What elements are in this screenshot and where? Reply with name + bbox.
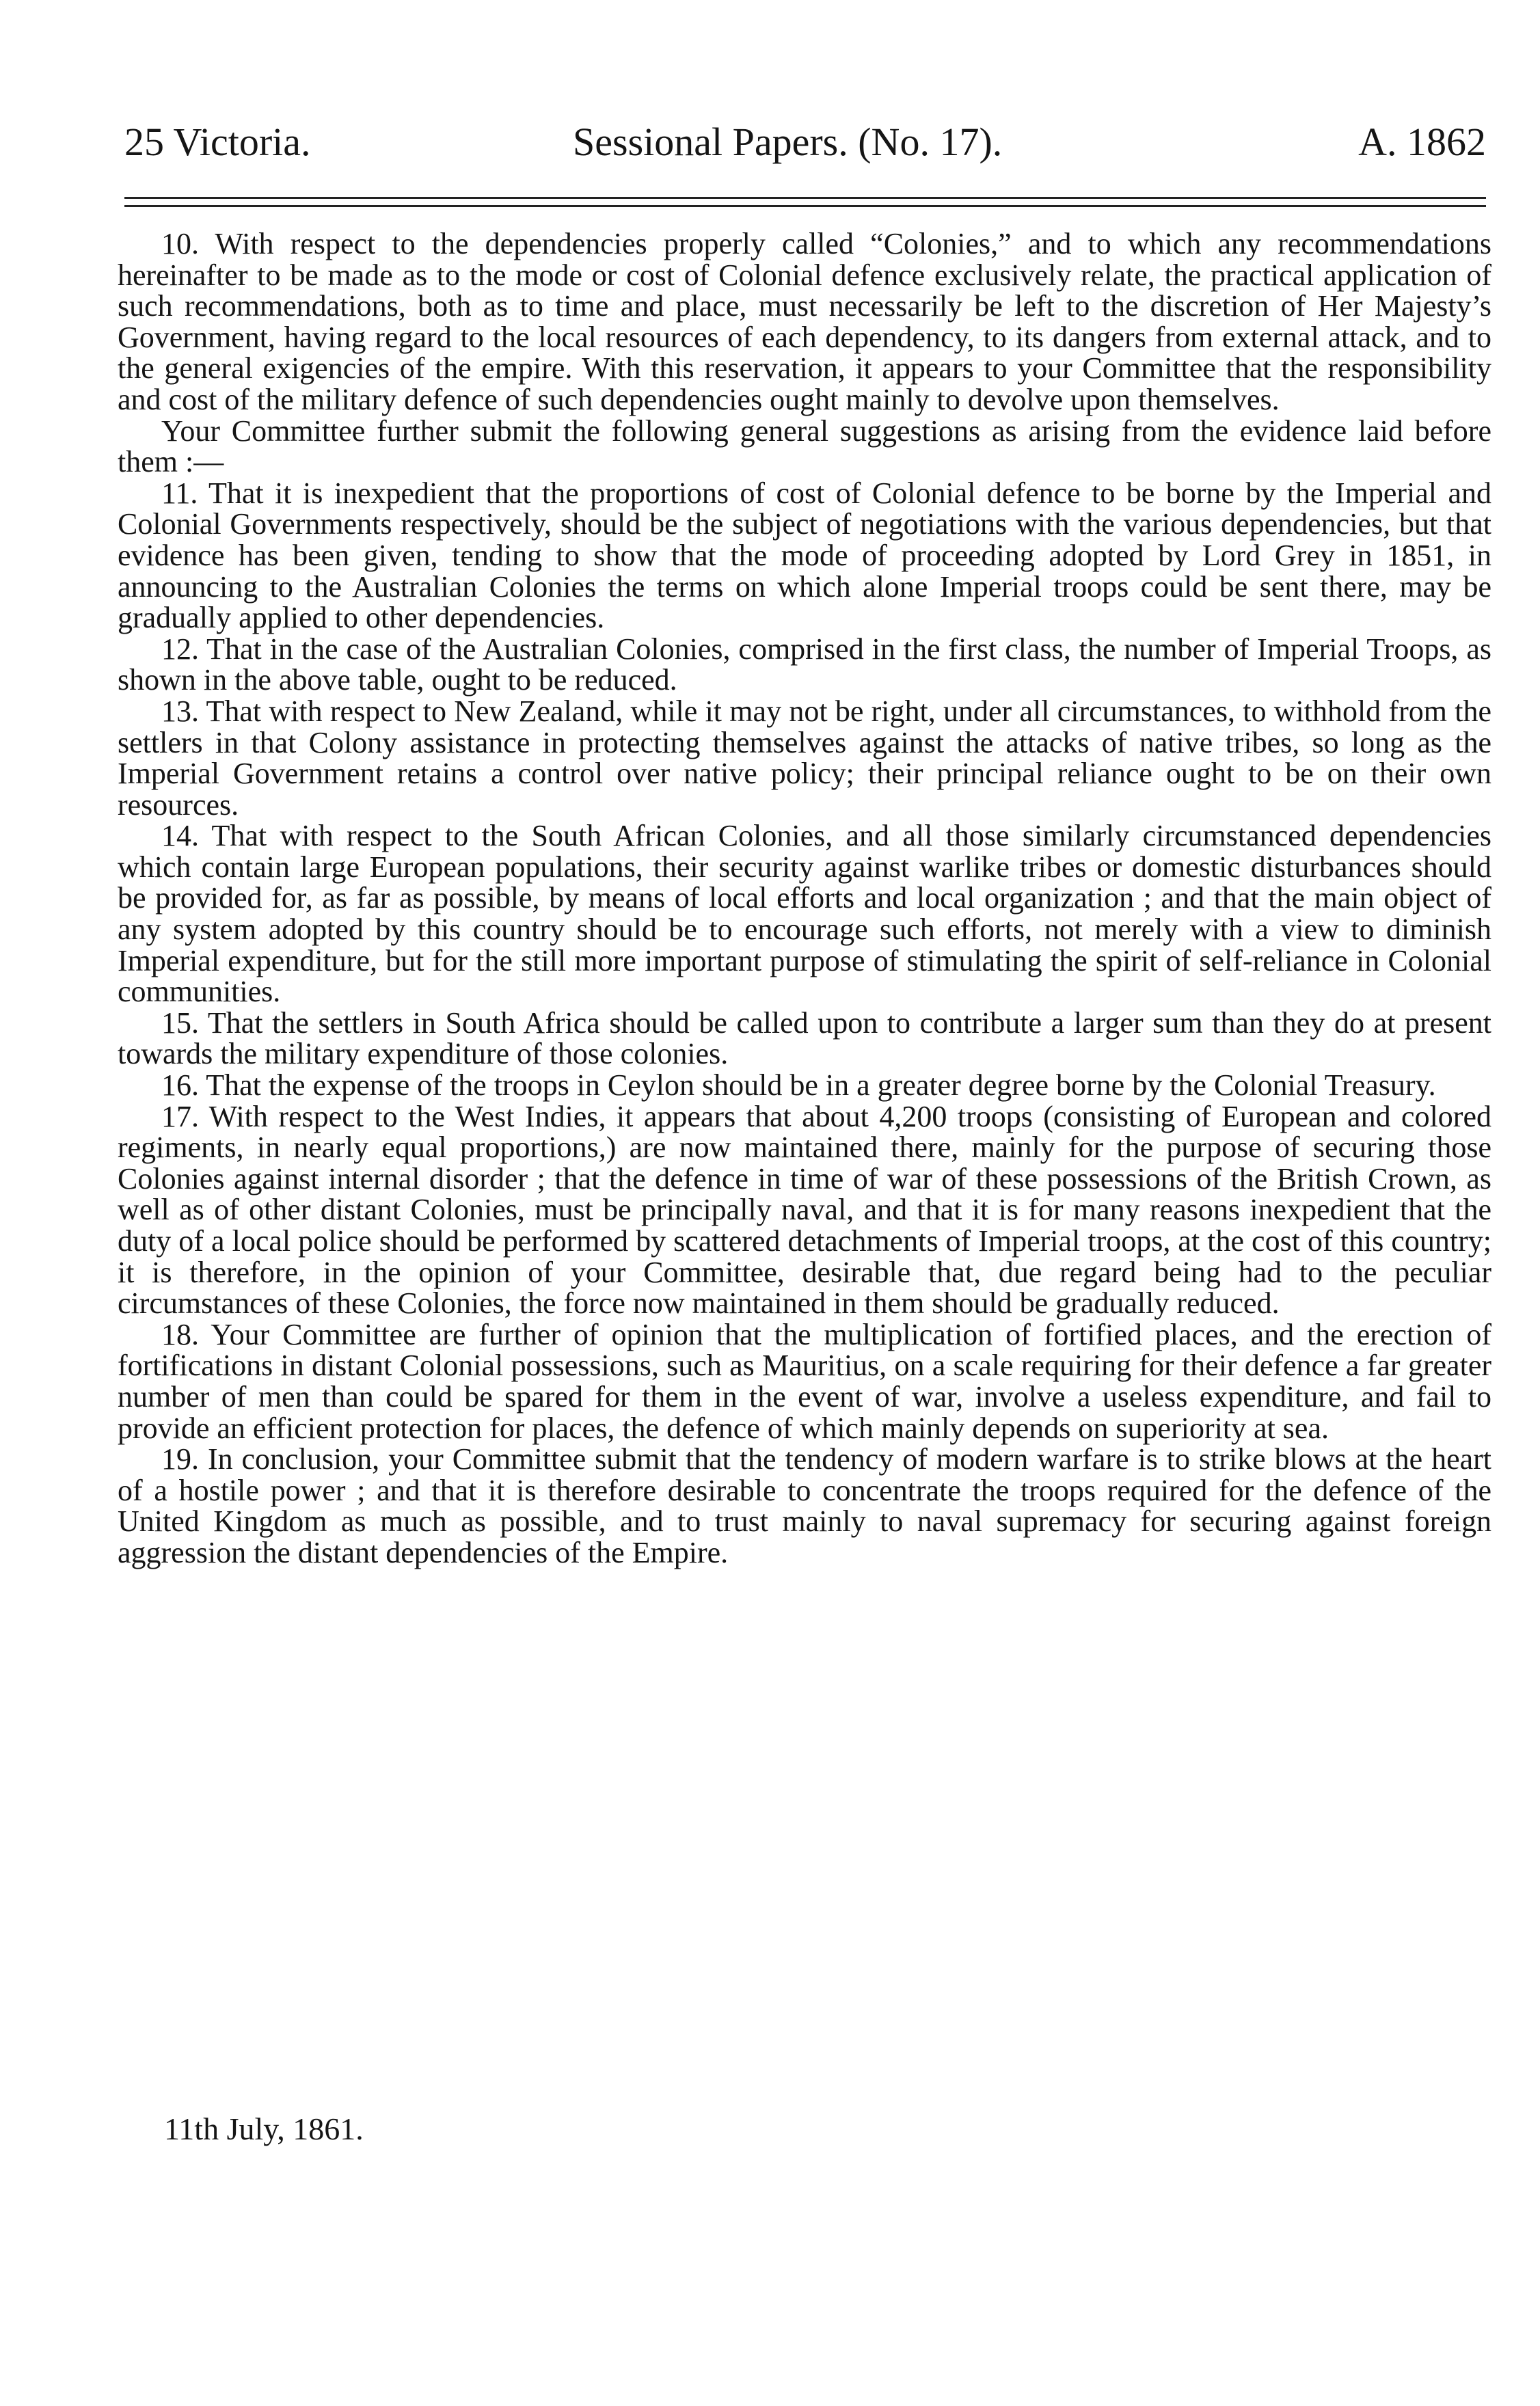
paragraph-18: 18. Your Committee are further of opinion that the multiplication of fortified places, and the erection of fortifications in distant Colonial possessions, such as Mauritius, on a scale requiring for their defence a far greater number of men than could be spared for them in the event of war, involve a useless expenditure, and fail to provide an efficient protection for places, the defence of which mainly depends on superiority at sea. <box>118 1317 1491 1445</box>
page-header <box>124 115 1486 170</box>
paragraph-13: 13. That with respect to New Zealand, while it may not be right, under all circumstances, to withhold from the settlers in that Colony assistance in protecting themselves against the attacks of native tribes, so long as the Imperial Government retains a control over native policy; their principal reliance ought to be on their own resources. <box>118 694 1491 822</box>
paragraph-11: 11. That it is inexpedient that the proportions of cost of Colonial defence to be borne by the Imperial and Colonial Governments respectively, should be the subject of negotiations with the various dependencies, but that evidence has been given, tending to show that the mode of proceeding adopted by Lord Grey in 1851, in announcing to the Australian Colonies the terms on which alone Imperial troops could be sent there, may be gradually applied to other dependencies. <box>118 476 1491 635</box>
paragraph-12: 12. That in the case of the Australian Colonies, comprised in the first class, the number of Imperial Troops, as shown in the above table, ought to be reduced. <box>118 632 1491 697</box>
report-date: 11th July, 1861. <box>164 2111 364 2146</box>
paragraph-10: 10. With respect to the dependencies properly called “Colonies,” and to which any recommendations hereinafter to be made as to the mode or cost of Colonial defence exclusively relate, the practical application of such recommendations, both as to time and place, must necessarily be left to the discretion of Her Majesty’s Government, having regard to the local resources of each dependency, to its dangers from external attack, and to the general exigencies of the empire. With this reservation, it appears to your Committee that the responsibility and cost of the military defence of such dependencies ought mainly to devolve upon themselves. <box>118 227 1491 416</box>
paragraph-15: 15. That the settlers in South Africa should be called upon to contribute a larger sum than they do at present towards the military expenditure of those colonies. <box>118 1005 1491 1071</box>
header-rule-bottom <box>124 205 1486 207</box>
report-body <box>118 228 1491 1569</box>
paragraph-17: 17. With respect to the West Indies, it appears that about 4,200 troops (consisting of European and colored regiments, in nearly equal proportions,) are now maintained there, mainly for the purpose of securing those Colonies against internal disorder ; that the defence in time of war of these possessions of the British Crown, as well as of other distant Colonies, must be principally naval, and that it is for many reasons inexpedient that the duty of a local police should be performed by scattered detachments of Imperial troops, at the cost of this country; it is therefore, in the opinion of your Committee, desirable that, due regard being had to the peculiar circumstances of these Colonies, the force now maintained in them should be gradually reduced. <box>118 1099 1491 1321</box>
header-rule-top <box>124 197 1486 199</box>
paragraph-19: 19. In conclusion, your Committee submit that the tendency of modern warfare is to strike blows at the heart of a hostile power ; and that it is therefore desirable to concentrate the troops required for the defence of the United Kingdom as much as possible, and to trust mainly to naval supremacy for securing against foreign aggression the distant dependencies of the Empire. <box>118 1442 1491 1569</box>
header-title: Sessional Papers. (No. 17). <box>573 120 1003 164</box>
paragraph-suggestions-intro: Your Committee further submit the following general suggestions as arising from the evidence laid before them :— <box>118 414 1491 479</box>
paragraph-14: 14. That with respect to the South African Colonies, and all those similarly circumstanced dependencies which contain large European populations, their security against warlike tribes or domestic disturbances should be provided for, as far as possible, by means of local efforts and local organization ; and that the main object of any system adopted by this country should be to encourage such efforts, not merely with a view to diminish Imperial expenditure, but for the still more important purpose of stimulating the spirit of self-reliance in Colonial communities. <box>118 819 1491 1009</box>
header-session: 25 Victoria. <box>124 120 311 164</box>
paragraph-16: 16. That the expense of the troops in Ceylon should be in a greater degree borne by the Colonial Treasury. <box>161 1068 1436 1103</box>
header-year: A. 1862 <box>1358 120 1486 164</box>
